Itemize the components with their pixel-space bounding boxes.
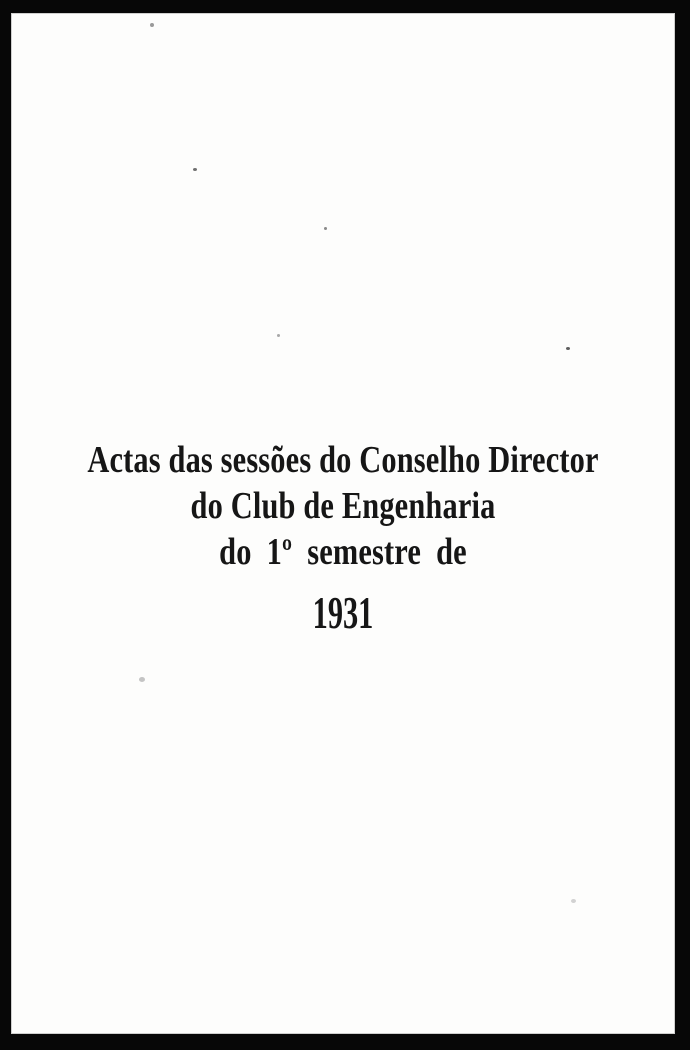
scan-speck bbox=[150, 23, 154, 27]
title-line-2: do Club de Engenharia bbox=[190, 485, 496, 527]
scan-speck bbox=[139, 677, 145, 682]
scan-speck bbox=[193, 168, 197, 171]
title-line-3: do 1º semestre de bbox=[219, 531, 467, 573]
scan-speck bbox=[277, 334, 280, 337]
scan-speck bbox=[571, 899, 576, 903]
title-line-1: Actas das sessões do Conselho Director bbox=[87, 439, 599, 481]
scan-speck bbox=[324, 227, 327, 230]
page bbox=[11, 13, 675, 1034]
scan-speck bbox=[566, 347, 570, 350]
document-year: 1931 bbox=[312, 587, 374, 638]
document-title bbox=[77, 437, 608, 575]
